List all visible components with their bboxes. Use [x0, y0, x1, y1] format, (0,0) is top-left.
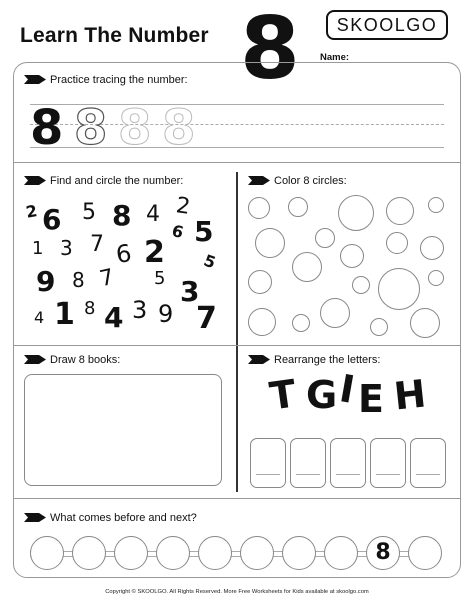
- scattered-number[interactable]: 5: [194, 215, 214, 248]
- scattered-number[interactable]: 9: [36, 265, 56, 298]
- scattered-number[interactable]: 3: [60, 236, 73, 260]
- scattered-number[interactable]: 6: [169, 220, 186, 243]
- sequence-bead[interactable]: [72, 536, 106, 570]
- scrambled-letter: H: [391, 371, 429, 419]
- colorable-circle[interactable]: [248, 197, 270, 219]
- section-divider: [14, 498, 460, 499]
- scattered-number[interactable]: 2: [24, 201, 39, 222]
- sequence-bead-given: 8: [366, 536, 400, 570]
- colorable-circle[interactable]: [378, 268, 420, 310]
- sequence-bead[interactable]: [156, 536, 190, 570]
- letter-answer-box[interactable]: [370, 438, 406, 488]
- letter-answer-box[interactable]: [250, 438, 286, 488]
- colorable-circle[interactable]: [340, 244, 364, 268]
- scattered-number[interactable]: 2: [174, 193, 192, 220]
- scattered-number[interactable]: 5: [82, 200, 96, 225]
- trace-digit-solid: 8: [30, 100, 64, 156]
- sequence-bead[interactable]: [30, 536, 64, 570]
- section-divider: [14, 345, 460, 346]
- scattered-number[interactable]: 5: [154, 268, 166, 289]
- scattered-number[interactable]: 8: [72, 268, 85, 292]
- sequence-bead[interactable]: [282, 536, 316, 570]
- scrambled-letter: G: [306, 373, 338, 417]
- colorable-circle[interactable]: [248, 270, 272, 294]
- colorable-circle[interactable]: [292, 252, 322, 282]
- colorable-circle[interactable]: [255, 228, 285, 258]
- scrambled-letter: I: [336, 366, 358, 412]
- sequence-bead[interactable]: [114, 536, 148, 570]
- arrow-icon: [24, 176, 46, 185]
- colorable-circle[interactable]: [288, 197, 308, 217]
- find-section-label: Find and circle the number:: [50, 175, 184, 187]
- column-divider: [236, 352, 238, 492]
- colorable-circle[interactable]: [386, 232, 408, 254]
- sequence-bead[interactable]: [198, 536, 232, 570]
- scrambled-letter: T: [267, 371, 299, 419]
- skoolgo-logo: SKOOLGO: [326, 10, 448, 40]
- scattered-number[interactable]: 4: [146, 202, 160, 227]
- scattered-number[interactable]: 6: [114, 239, 134, 269]
- rearrange-section-label: Rearrange the letters:: [274, 354, 381, 366]
- scattered-number[interactable]: 7: [196, 301, 217, 336]
- letter-answer-box[interactable]: [410, 438, 446, 488]
- trace-digit-dotted[interactable]: 8: [118, 100, 152, 156]
- colorable-circle[interactable]: [410, 308, 440, 338]
- scrambled-letter: E: [358, 377, 384, 421]
- scattered-number[interactable]: 8: [112, 199, 132, 232]
- scattered-number[interactable]: 9: [158, 300, 174, 328]
- number-cloud: [24, 192, 224, 342]
- scattered-number[interactable]: 3: [132, 296, 148, 324]
- worksheet-title: Learn The Number: [20, 24, 209, 47]
- arrow-icon: [248, 176, 270, 185]
- scattered-number[interactable]: 3: [180, 275, 200, 308]
- column-divider: [236, 172, 238, 352]
- letter-answer-box[interactable]: [290, 438, 326, 488]
- featured-number: 8: [240, 0, 300, 99]
- scattered-number[interactable]: 1: [54, 297, 75, 332]
- scattered-number[interactable]: 8: [84, 298, 96, 319]
- sequence-bead[interactable]: [240, 536, 274, 570]
- color-section-label: Color 8 circles:: [274, 175, 347, 187]
- colorable-circle[interactable]: [315, 228, 335, 248]
- name-label: Name:: [320, 52, 350, 63]
- scattered-number[interactable]: 5: [201, 250, 219, 273]
- colorable-circle[interactable]: [248, 308, 276, 336]
- scattered-number[interactable]: 2: [144, 235, 165, 270]
- trace-digit-outline: 8: [74, 100, 108, 156]
- scattered-number[interactable]: 6: [42, 203, 62, 236]
- colorable-circle[interactable]: [370, 318, 388, 336]
- trace-digit-dotted[interactable]: 8: [162, 100, 196, 156]
- scattered-number[interactable]: 7: [90, 232, 104, 257]
- letter-answer-box[interactable]: [330, 438, 366, 488]
- colorable-circle[interactable]: [428, 197, 444, 213]
- colorable-circle[interactable]: [320, 298, 350, 328]
- arrow-icon: [24, 75, 46, 84]
- section-divider: [14, 162, 460, 163]
- draw-section-label: Draw 8 books:: [50, 354, 121, 366]
- copyright-footer: Copyright © SKOOLGO. All Rights Reserved. More Free Worksheets for Kids available at skoolgo.com: [105, 589, 369, 595]
- colorable-circle[interactable]: [292, 314, 310, 332]
- scattered-number[interactable]: 4: [104, 301, 124, 334]
- arrow-icon: [248, 355, 270, 364]
- sequence-bead[interactable]: [408, 536, 442, 570]
- sequence-bead[interactable]: [324, 536, 358, 570]
- arrow-icon: [24, 355, 46, 364]
- colorable-circle[interactable]: [338, 195, 374, 231]
- scattered-number[interactable]: 4: [34, 308, 45, 327]
- drawing-area[interactable]: [24, 374, 222, 486]
- colorable-circle[interactable]: [428, 270, 444, 286]
- scattered-number[interactable]: 7: [97, 264, 117, 293]
- trace-section-label: Practice tracing the number:: [50, 74, 188, 86]
- sequence-section-label: What comes before and next?: [50, 512, 197, 524]
- colorable-circle[interactable]: [420, 236, 444, 260]
- colorable-circle[interactable]: [352, 276, 370, 294]
- arrow-icon: [24, 513, 46, 522]
- scattered-number[interactable]: 1: [32, 238, 44, 259]
- colorable-circle[interactable]: [386, 197, 414, 225]
